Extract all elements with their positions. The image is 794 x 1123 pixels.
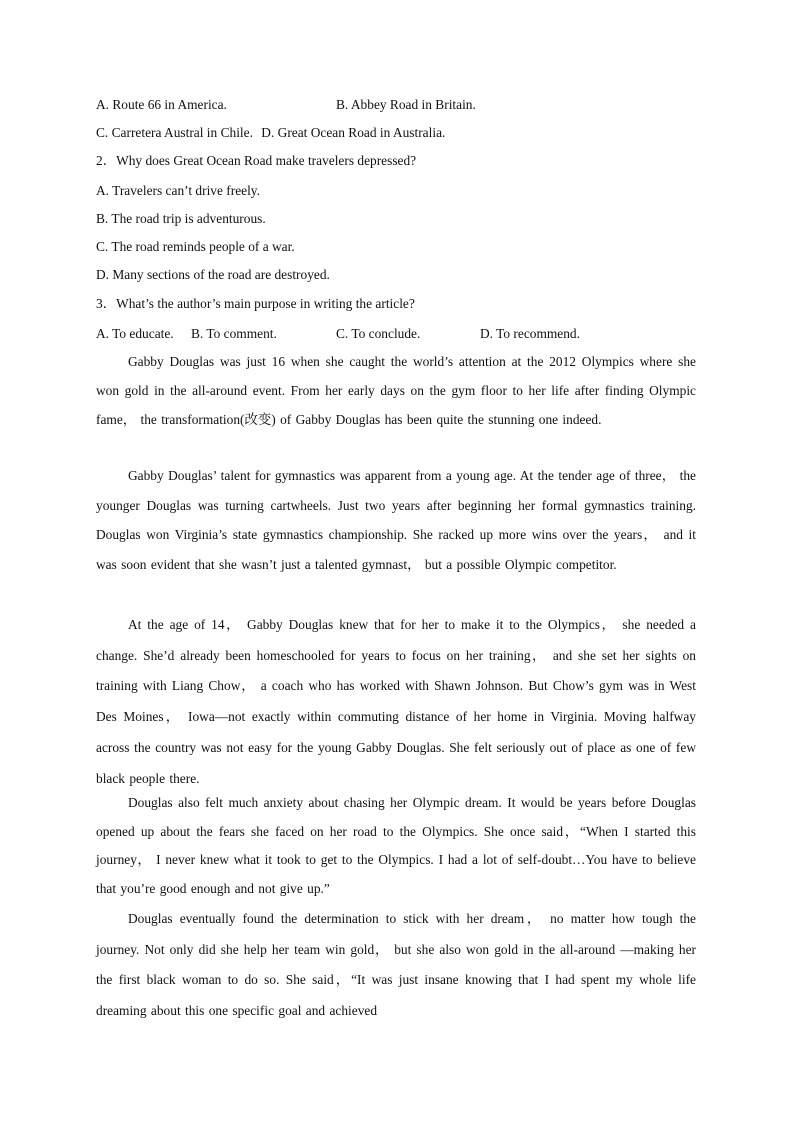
q1-option-c: C. Carretera Austral in Chile. <box>96 125 253 140</box>
passage-paragraph-4: Douglas also felt much anxiety about chasing her Olympic dream. It would be years before Douglas opened up about the fears she faced on her road to the Olympics. She once said，“When I started this journey， I never knew what it took to get to the Olympics. I had a lot of self-doubt…You have to believe that you’re good enough and not give up.” <box>96 795 696 896</box>
q1-option-row-cd <box>96 124 445 142</box>
passage-paragraph-2: Gabby Douglas’ talent for gymnastics was apparent from a young age. At the tender age of three， the younger Douglas was turning cartwheels. Just two years after beginning her formal gymnastics training. Douglas won Virginia’s state gymnastics championship. She racked up more wins over the years， and it was soon evident that she wasn’t just a talented gymnast， but a possible Olympic competitor. <box>96 468 696 572</box>
q2-question: 2．Why does Great Ocean Road make travelers depressed? <box>96 153 417 168</box>
q2-option-b: B. The road trip is adventurous. <box>96 211 266 226</box>
q2-option-c: C. The road reminds people of a war. <box>96 239 295 254</box>
q1-option-d: D. Great Ocean Road in Australia. <box>261 125 446 140</box>
q2-option-a: A. Travelers can’t drive freely. <box>96 183 260 198</box>
q3-option-a: A. To educate. <box>96 326 174 341</box>
passage-paragraph-3: At the age of 14， Gabby Douglas knew that for her to make it to the Olympics， she needed a change. She’d already been homeschooled for years to focus on her training， and she set her sights on training with Liang Chow， a coach who has worked with Shawn Johnson. But Chow’s gym was in West Des Moines， Iowa—not exactly within commuting distance of her home in Virginia. Moving halfway across the country was not easy for the young Gabby Douglas. She felt seriously out of place as one of few black people there. <box>96 617 696 786</box>
q2-option-d: D. Many sections of the road are destroyed. <box>96 267 330 282</box>
q3-option-d: D. To recommend. <box>480 326 580 341</box>
q1-option-a: A. Route 66 in America. <box>96 97 227 112</box>
q3-question: 3．What’s the author’s main purpose in writing the article? <box>96 296 415 311</box>
q3-option-b: B. To comment. <box>191 326 277 341</box>
q1-option-b: B. Abbey Road in Britain. <box>336 97 476 112</box>
passage-paragraph-5: Douglas eventually found the determination to stick with her dream， no matter how tough the journey. Not only did she help her team win gold， but she also won gold in the all-around —making her the first black woman to do so. She said，“It was just insane knowing that I had spent my whole life dreaming about this one specific goal and achieved <box>96 911 696 1018</box>
passage-paragraph-1: Gabby Douglas was just 16 when she caught the world’s attention at the 2012 Olympics where she won gold in the all-around event. From her early days on the gym floor to her life after finding Olympic fame， the transformation(改变) of Gabby Douglas has been quite the stunning one indeed. <box>96 354 696 427</box>
q3-option-c: C. To conclude. <box>336 326 421 341</box>
q1-option-row-ab <box>96 96 476 114</box>
